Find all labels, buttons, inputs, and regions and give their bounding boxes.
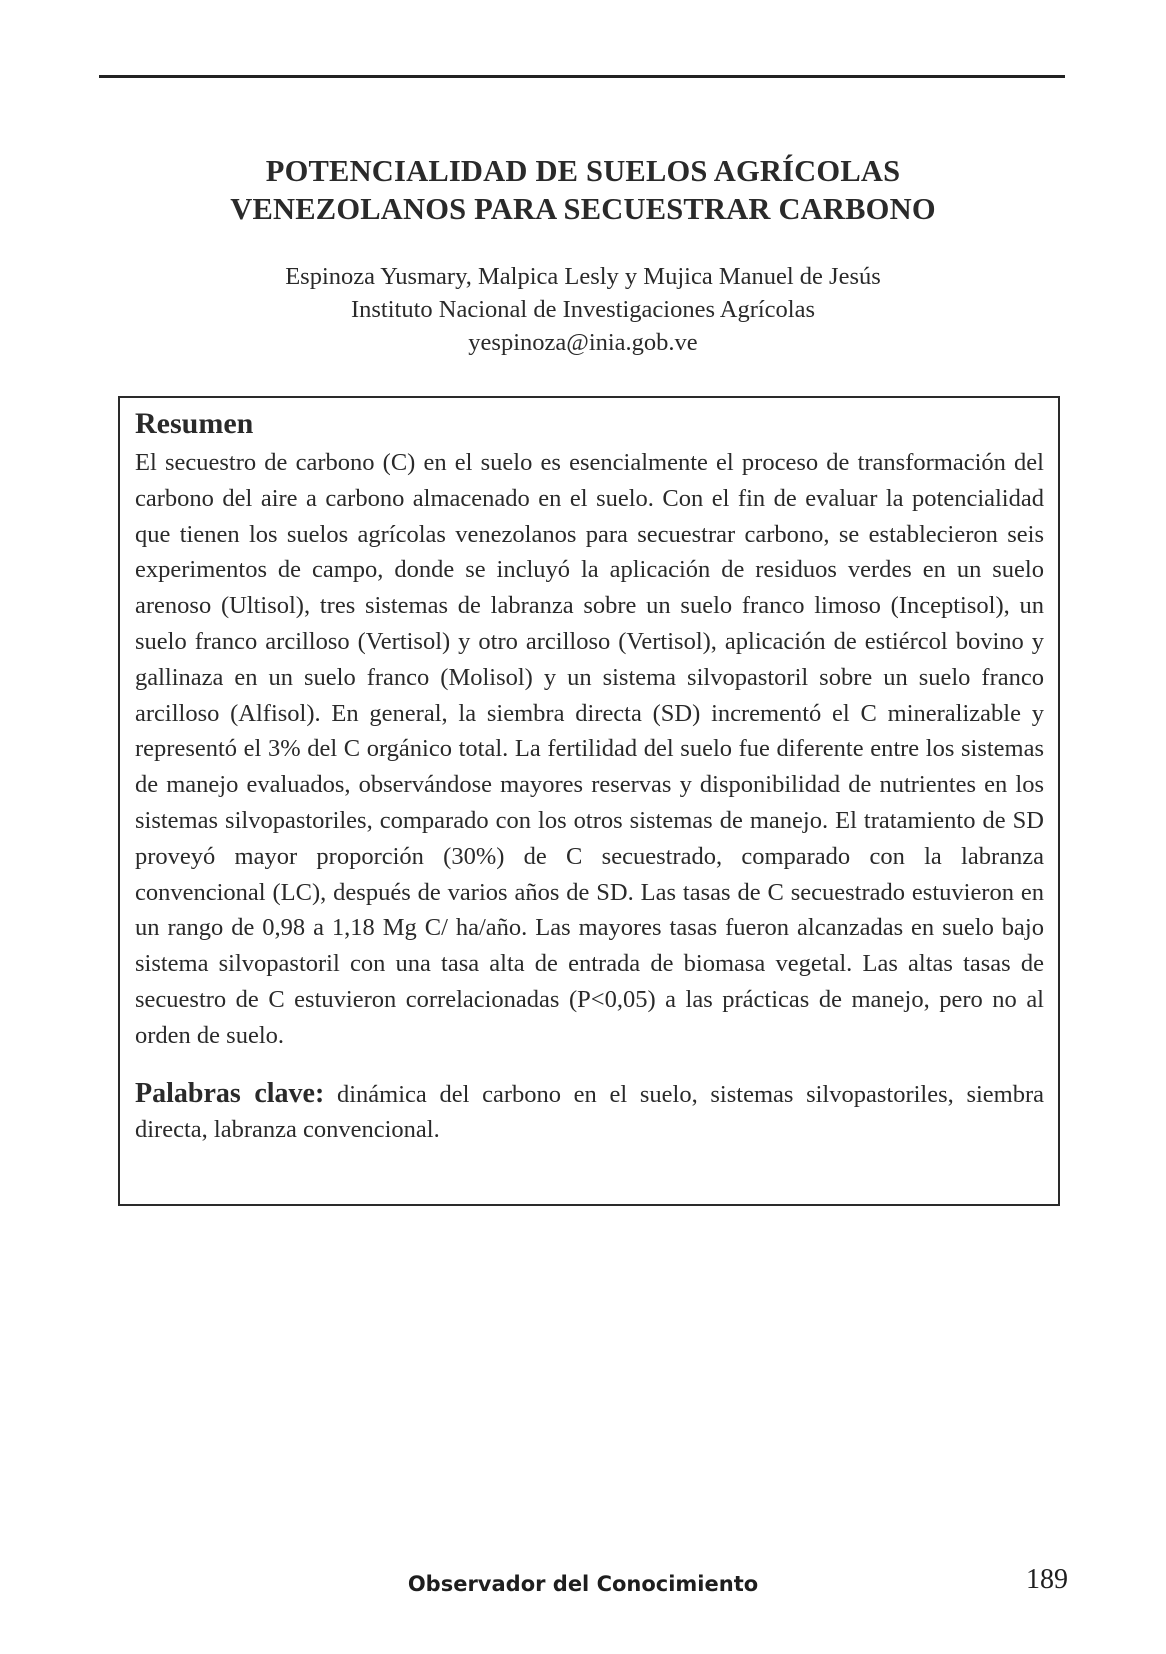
abstract-heading: Resumen (135, 407, 254, 440)
author-email: yespinoza@inia.gob.ve (468, 329, 698, 356)
author-block (0, 260, 1166, 359)
author-names: Espinoza Yusmary, Malpica Lesly y Mujica Manuel de Jesús (285, 263, 881, 290)
top-rule (99, 75, 1065, 78)
keywords-text: dinámica del carbono en el suelo, sistemas silvopastoriles, siembra directa, labranza convencional. (135, 1080, 1045, 1143)
paper-title (0, 152, 1166, 228)
footer-journal-name: Observador del Conocimiento (407, 1572, 759, 1596)
keywords-label: Palabras clave: (135, 1077, 325, 1109)
abstract-body: El secuestro de carbono (C) en el suelo es esencialmente el proceso de transformación del carbono del aire a carbono almacenado en el suelo. Con el fin de evaluar la potencialidad que tienen los suelos agrícolas venezolanos para secuestrar carbono, se establecieron seis experimentos de campo, donde se incluyó la aplicación de residuos verdes en un suelo arenoso (Ultisol), tres sistemas de labranza sobre un suelo franco limoso (Inceptisol), un suelo franco arcilloso (Vertisol) y otro arcilloso (Vertisol), aplicación de estiércol bovino y gallinaza en un suelo franco (Molisol) y un sistema silvopastoril sobre un suelo franco arcilloso (Alfisol). En general, la siembra directa (SD) incrementó el C mineralizable y representó el 3% del C orgánico total. La fertilidad del suelo fue diferente entre los sistemas de manejo evaluados, observándose mayores reservas y disponibilidad de nutrientes en los sistemas silvopastoriles, comparado con los otros sistemas de manejo. El tratamiento de SD proveyó mayor proporción (30%) de C secuestrado, comparado con la labranza convencional (LC), después de varios años de SD. Las tasas de C secuestrado estuvieron en un rango de 0,98 a 1,18 Mg C/ ha/año. Las mayores tasas fueron alcanzadas en suelo bajo sistema silvopastoril con una tasa alta de entrada de biomasa vegetal. Las altas tasas de secuestro de C estuvieron correlacionadas (P<0,05) a las prácticas de manejo, pero no al orden de suelo. (135, 449, 1044, 1049)
keywords (135, 1076, 1044, 1147)
title-line-2: VENEZOLANOS PARA SECUESTRAR CARBONO (230, 192, 936, 226)
page-number: 189 (1026, 1564, 1068, 1595)
title-line-1: POTENCIALIDAD DE SUELOS AGRÍCOLAS (265, 154, 901, 188)
author-institution: Instituto Nacional de Investigaciones Agrícolas (350, 296, 816, 323)
abstract-box (118, 396, 1060, 1206)
